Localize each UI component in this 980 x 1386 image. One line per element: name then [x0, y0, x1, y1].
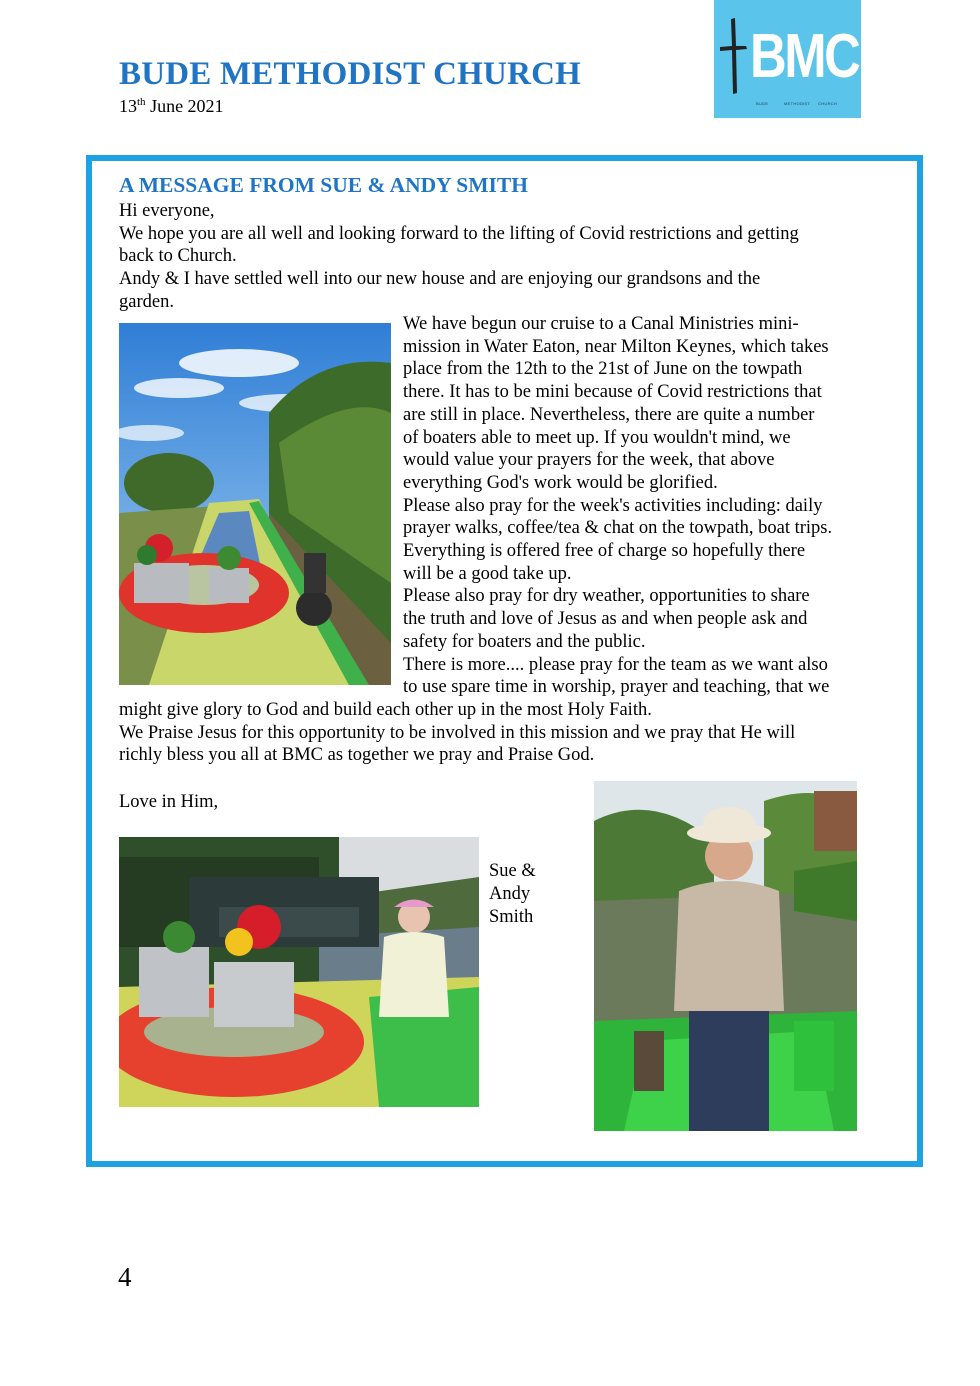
sue-photo [119, 837, 479, 1107]
article-heading: A MESSAGE FROM SUE & ANDY SMITH [119, 173, 528, 197]
newsletter-title: BUDE METHODIST CHURCH [119, 56, 581, 92]
signoff: Love in Him, [119, 792, 219, 812]
intro-line: Hi everyone, [119, 201, 215, 221]
body-line: prayer walks, coffee/tea & chat on the towpath, boat trips. [403, 518, 833, 539]
body-line: There is more.... please pray for the team as we want also [403, 654, 828, 675]
closing-line: richly bless you all at BMC as together we pray and Praise God. [119, 745, 595, 766]
date-suffix: th [137, 96, 146, 108]
body-line: everything God's work would be glorified. [403, 472, 718, 493]
intro-line: Andy & I have settled well into our new house and are enjoying our grandsons and the [119, 269, 761, 290]
logo-text: BMC [750, 22, 859, 91]
page-number: 4 [118, 1262, 132, 1292]
andy-photo [594, 781, 857, 1131]
body-line: We have begun our cruise to a Canal Ministries mini- [403, 314, 799, 334]
boat-bow-photo [119, 323, 391, 685]
body-line: the truth and love of Jesus as and when people ask and [403, 609, 808, 630]
body-line: there. It has to be mini because of Covid restrictions that [403, 382, 822, 403]
date-day: 13 [119, 96, 137, 116]
logo-word-church: CHURCH [818, 101, 838, 106]
body-line: will be a good take up. [403, 563, 572, 584]
article-frame [86, 155, 923, 1167]
closing-line: We Praise Jesus for this opportunity to be involved in this mission and we pray that He will [119, 722, 796, 743]
body-line: Please also pray for dry weather, opportunities to share [403, 586, 810, 607]
body-line: are still in place. Nevertheless, there are quite a number [403, 404, 815, 425]
signature-line-1: Sue & [489, 861, 536, 881]
bmc-logo [714, 0, 861, 118]
body-line: safety for boaters and the public. [403, 631, 646, 652]
body-line: Please also pray for the week's activities including: daily [403, 495, 823, 516]
date-rest: June 2021 [145, 96, 224, 116]
issue-date [119, 96, 224, 117]
body-line: of boaters able to meet up. If you wouldn't mind, we [403, 427, 791, 448]
signature-line-2: Andy [489, 884, 531, 904]
body-line: place from the 12th to the 21st of June on the towpath [403, 359, 803, 380]
body-line: Everything is offered free of charge so hopefully there [403, 541, 806, 561]
body-line: mission in Water Eaton, near Milton Keynes, which takes [403, 336, 829, 357]
intro-line: back to Church. [119, 246, 237, 267]
intro-line: We hope you are all well and looking forward to the lifting of Covid restrictions and getting [119, 223, 799, 244]
logo-word-methodist: METHODIST [784, 101, 811, 106]
closing-line: might give glory to God and build each other up in the most Holy Faith. [119, 700, 652, 720]
body-line: would value your prayers for the week, that above [403, 450, 775, 471]
intro-line: garden. [119, 291, 174, 312]
signature-line-3: Smith [489, 907, 534, 927]
logo-word-bude: BUDE [756, 101, 769, 106]
body-line: to use spare time in worship, prayer and teaching, that we [403, 677, 830, 698]
